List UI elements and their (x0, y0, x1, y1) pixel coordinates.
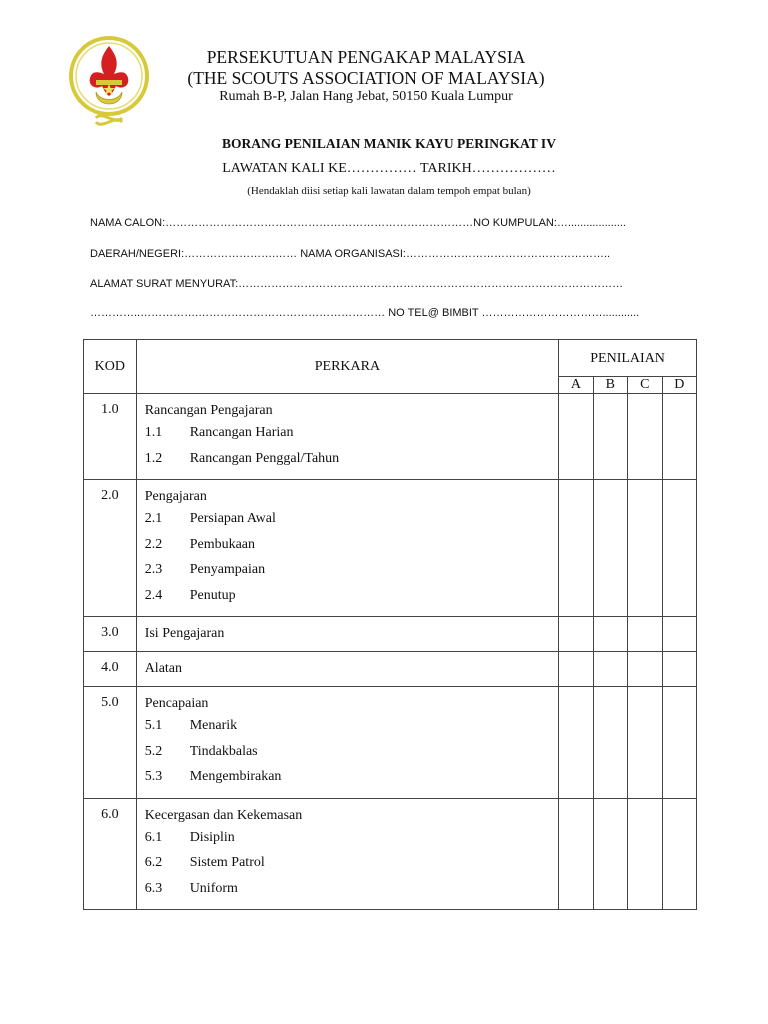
sub-item-label: Rancangan Penggal/Tahun (189, 450, 340, 466)
sub-item (137, 713, 559, 739)
sub-item-number: 2.2 (144, 536, 163, 552)
score-cell-c[interactable] (628, 798, 662, 910)
grade-header-b: B (593, 377, 627, 394)
sub-item-label: Persiapan Awal (189, 511, 276, 526)
sub-item-number: 6.2 (144, 855, 163, 870)
score-cell-d[interactable] (662, 617, 697, 652)
kod-code: 2.0 (101, 488, 119, 503)
score-cell-b[interactable] (593, 687, 627, 799)
header-perkara: PERKARA (136, 340, 559, 394)
sub-item-number: 2.1 (144, 511, 163, 526)
grade-header-d: D (662, 377, 697, 394)
score-cell-a[interactable] (559, 652, 593, 687)
sub-item-number: 2.4 (144, 587, 163, 603)
perkara-cell (136, 798, 559, 910)
score-cell-d[interactable] (662, 480, 697, 617)
score-cell-b[interactable] (593, 652, 627, 687)
sub-item (137, 583, 559, 609)
score-cell-b[interactable] (593, 617, 627, 652)
scouts-emblem-logo (66, 34, 152, 130)
sub-item-number: 6.1 (144, 829, 163, 845)
sub-item (137, 825, 559, 851)
sub-item-number: 1.1 (144, 425, 163, 440)
section-title: Pencapaian (144, 696, 209, 711)
score-cell-c[interactable] (628, 394, 662, 480)
score-cell-a[interactable] (559, 798, 593, 910)
table-row (84, 617, 697, 652)
score-cell-c[interactable] (628, 652, 662, 687)
sub-item-label: Mengembirakan (189, 769, 282, 784)
perkara-cell (136, 652, 559, 687)
address-phone-field: …………..…………….…………………………………………… NO TEL@ BIMBIT ……………………………............ (90, 307, 640, 319)
kod-code: 5.0 (101, 695, 119, 710)
score-cell-c[interactable] (628, 480, 662, 617)
sub-item (137, 739, 559, 765)
table-row (84, 394, 697, 480)
score-cell-c[interactable] (628, 687, 662, 799)
sub-item-label: Disiplin (189, 829, 235, 845)
table-row (84, 652, 697, 687)
sub-item-label: Sistem Patrol (189, 855, 265, 870)
score-cell-b[interactable] (593, 480, 627, 617)
kod-cell (84, 480, 137, 617)
candidate-name-field: NAMA CALON:…………………………………………………………………………NO KUMPULAN:…................... (90, 217, 626, 229)
score-cell-a[interactable] (559, 687, 593, 799)
mailing-address-field: ALAMAT SURAT MENYURAT:…………………………………………………………………………………………… (90, 278, 624, 290)
sub-item-number: 6.3 (144, 880, 163, 896)
score-cell-d[interactable] (662, 394, 697, 480)
header-penilaian: PENILAIAN (559, 340, 697, 377)
sub-item-label: Pembukaan (189, 536, 256, 552)
grade-header-a: A (559, 377, 593, 394)
table-row (84, 480, 697, 617)
district-organization-field: DAERAH/NEGERI:…………………….…… NAMA ORGANISASI:……………………………………………….. (90, 248, 611, 260)
sub-item-number: 1.2 (144, 450, 163, 466)
sub-item (137, 446, 559, 472)
organization-name-english: (THE SCOUTS ASSOCIATION OF MALAYSIA) (187, 68, 545, 88)
organization-name: PERSEKUTUAN PENGAKAP MALAYSIA (206, 47, 526, 67)
sub-item (137, 764, 559, 790)
perkara-cell (136, 480, 559, 617)
score-cell-a[interactable] (559, 480, 593, 617)
table-header-row (84, 340, 697, 377)
score-cell-b[interactable] (593, 394, 627, 480)
section-title: Kecergasan dan Kekemasan (144, 807, 303, 823)
section-title: Isi Pengajaran (144, 626, 225, 641)
form-instruction-note: (Hendaklah diisi setiap kali lawatan dalam tempoh empat bulan) (247, 185, 531, 197)
organization-address: Rumah B-P, Jalan Hang Jebat, 50150 Kuala Lumpur (219, 89, 513, 104)
score-cell-a[interactable] (559, 394, 593, 480)
sub-item-label: Penutup (189, 587, 236, 603)
score-cell-d[interactable] (662, 652, 697, 687)
score-cell-d[interactable] (662, 798, 697, 910)
kod-code: 6.0 (101, 806, 119, 822)
sub-item-number: 5.3 (144, 769, 163, 784)
sub-item (137, 532, 559, 558)
table-row (84, 687, 697, 799)
kod-cell (84, 394, 137, 480)
perkara-cell (136, 394, 559, 480)
kod-cell (84, 652, 137, 687)
sub-item-number: 5.2 (144, 743, 163, 759)
visit-number-date-line: LAWATAN KALI KE…………… TARIKH……………… (222, 161, 556, 176)
header-kod: KOD (84, 340, 137, 394)
sub-item-label: Penyampaian (189, 562, 266, 577)
sub-item (137, 557, 559, 583)
sub-item-label: Uniform (189, 880, 238, 896)
score-cell-c[interactable] (628, 617, 662, 652)
sub-item-label: Rancangan Harian (189, 425, 294, 440)
score-cell-d[interactable] (662, 687, 697, 799)
section-title: Pengajaran (144, 489, 207, 504)
kod-cell (84, 617, 137, 652)
score-cell-b[interactable] (593, 798, 627, 910)
sub-item-number: 5.1 (144, 718, 163, 733)
perkara-cell (136, 687, 559, 799)
kod-code: 4.0 (101, 660, 119, 675)
table-row (84, 798, 697, 910)
form-title: BORANG PENILAIAN MANIK KAYU PERINGKAT IV (222, 136, 556, 151)
score-cell-a[interactable] (559, 617, 593, 652)
sub-item (137, 506, 559, 532)
kod-cell (84, 687, 137, 799)
sub-item (137, 850, 559, 876)
section-title: Rancangan Pengajaran (144, 403, 273, 418)
kod-cell (84, 798, 137, 910)
section-title: Alatan (144, 661, 183, 676)
assessment-table (83, 339, 697, 910)
perkara-cell (136, 617, 559, 652)
kod-code: 1.0 (101, 402, 119, 417)
sub-item (137, 876, 559, 902)
sub-item-label: Menarik (189, 718, 238, 733)
sub-item-number: 2.3 (144, 562, 163, 577)
sub-item (137, 420, 559, 446)
sub-item-label: Tindakbalas (189, 743, 258, 759)
grade-header-c: C (628, 377, 662, 394)
kod-code: 3.0 (101, 625, 119, 640)
